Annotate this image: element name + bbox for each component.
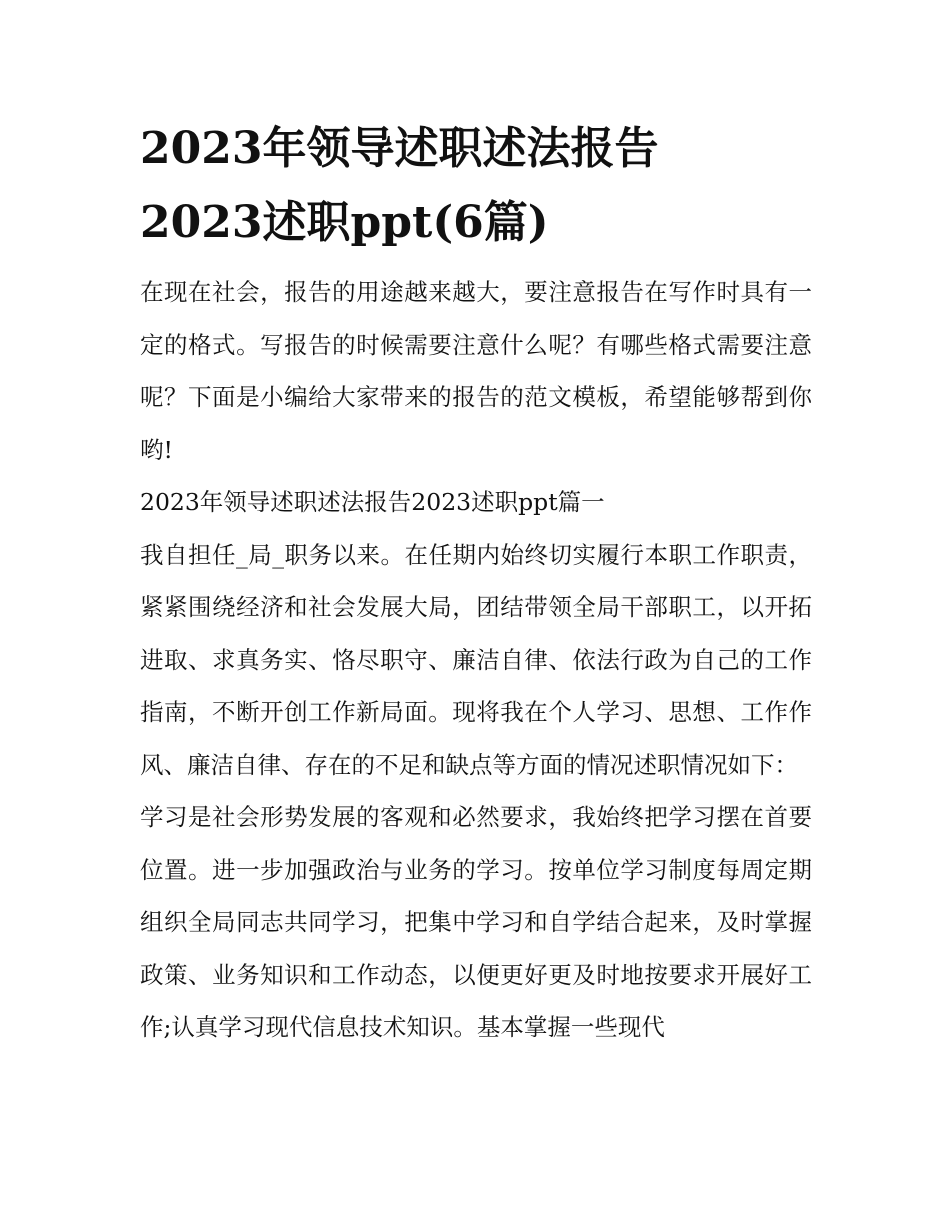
body-paragraph-1: 我自担任_局_职务以来。在任期内始终切实履行本职工作职责，紧紧围绕经济和社会发展大局，团结带领全局干部职工，以开拓进取、求真务实、恪尽职守、廉洁自律、依法行政为自己的工作指南，不断开创工作新局面。现将我在个人学习、思想、工作作风、廉洁自律、存在的不足和缺点等方面的情况述职情况如下： — [140, 540, 812, 779]
title-line-2: 2023述职ppt(6篇) — [140, 197, 549, 248]
document-title — [140, 112, 812, 260]
body-paragraph-2: 学习是社会形势发展的客观和必然要求，我始终把学习摆在首要位置。进一步加强政治与业务的学习。按单位学习制度每周定期组织全局同志共同学习，把集中学习和自学结合起来，及时掌握政策、业务知识和工作动态，以便更好更及时地按要求开展好工作;认真学习现代信息技术知识。基本掌握一些现代 — [140, 803, 812, 1041]
title-line-1: 2023年领导述职述法报告 — [140, 123, 659, 174]
intro-paragraph: 在现在社会，报告的用途越来越大，要注意报告在写作时具有一定的格式。写报告的时候需要注意什么呢？有哪些格式需要注意呢？下面是小编给大家带来的报告的范文模板，希望能够帮到你哟! — [140, 278, 812, 464]
section-heading: 2023年领导述职述法报告2023述职ppt篇一 — [140, 488, 605, 516]
document-page — [140, 112, 812, 1054]
